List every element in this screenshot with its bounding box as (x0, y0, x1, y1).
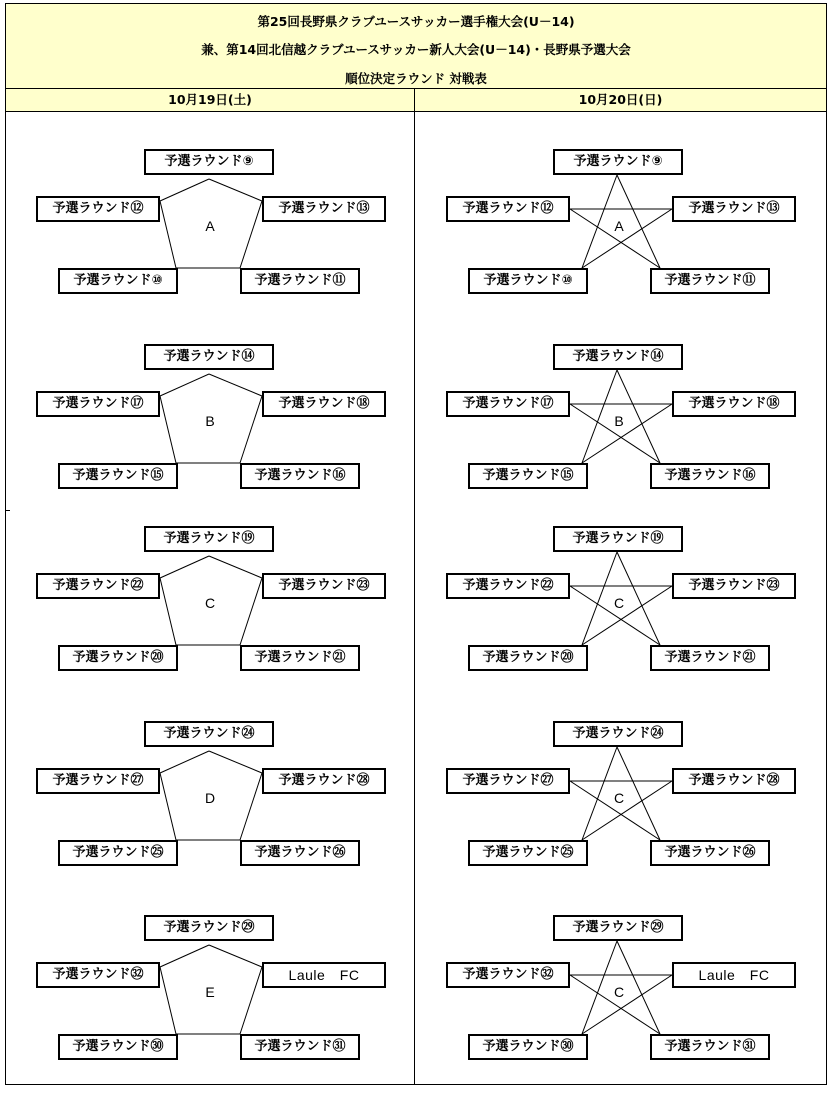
team-box-right: 予選ラウンド㉓ (672, 573, 796, 599)
group-label: C (613, 595, 625, 611)
team-box-left: 予選ラウンド㉒ (36, 573, 160, 599)
team-box-left: 予選ラウンド㉗ (446, 768, 570, 794)
group-label: B (205, 413, 215, 429)
team-box-right: Laule FC (672, 962, 796, 988)
team-box-bottom-right: 予選ラウンド⑯ (650, 463, 770, 489)
group-label: E (205, 984, 215, 1000)
team-box-right: 予選ラウンド⑬ (262, 196, 386, 222)
pentagon-edge (209, 751, 262, 773)
pentagon-edge (209, 179, 262, 201)
team-box-bottom-right: 予選ラウンド㉛ (650, 1034, 770, 1060)
team-box-top: 予選ラウンド⑲ (553, 526, 683, 552)
pentagon-edge (160, 773, 176, 840)
title-line-3: 順位決定ラウンド 対戦表 (345, 71, 487, 86)
team-box-top: 予選ラウンド㉔ (144, 721, 274, 747)
team-box-top: 予選ラウンド⑲ (144, 526, 274, 552)
pentagon-edge (160, 967, 176, 1034)
team-box-top: 予選ラウンド⑭ (553, 344, 683, 370)
team-box-bottom-left: 予選ラウンド⑮ (58, 463, 178, 489)
team-box-bottom-left: 予選ラウンド㉕ (468, 840, 588, 866)
pentagon-edge (209, 945, 262, 967)
team-box-left: 予選ラウンド⑰ (446, 391, 570, 417)
group-label: D (204, 790, 216, 806)
pentagon-edge (160, 751, 209, 773)
team-box-right: 予選ラウンド⑱ (672, 391, 796, 417)
team-box-bottom-left: 予選ラウンド㉕ (58, 840, 178, 866)
team-box-bottom-left: 予選ラウンド⑳ (468, 645, 588, 671)
team-box-right: 予選ラウンド㉘ (672, 768, 796, 794)
team-box-top: 予選ラウンド㉙ (144, 915, 274, 941)
team-box-bottom-right: 予選ラウンド㉖ (650, 840, 770, 866)
team-box-right: 予選ラウンド⑱ (262, 391, 386, 417)
team-box-bottom-left: 予選ラウンド⑮ (468, 463, 588, 489)
pentagon-edge (240, 773, 262, 840)
team-box-bottom-right: 予選ラウンド⑪ (240, 268, 360, 294)
group-label: C (613, 790, 625, 806)
team-box-left: 予選ラウンド㉜ (36, 962, 160, 988)
team-box-bottom-left: 予選ラウンド⑳ (58, 645, 178, 671)
team-box-bottom-right: 予選ラウンド㉛ (240, 1034, 360, 1060)
team-box-top: 予選ラウンド⑨ (553, 149, 683, 175)
group-label: C (204, 595, 216, 611)
team-box-left: 予選ラウンド㉜ (446, 962, 570, 988)
team-box-top: 予選ラウンド⑨ (144, 149, 274, 175)
team-box-bottom-left: 予選ラウンド⑩ (468, 268, 588, 294)
pentagon-edge (160, 578, 176, 645)
team-box-bottom-right: 予選ラウンド㉖ (240, 840, 360, 866)
pentagon-edge (240, 578, 262, 645)
pentagon-edge (209, 374, 262, 396)
team-box-left: 予選ラウンド⑰ (36, 391, 160, 417)
day1-header: 10月19日(土) (6, 89, 415, 112)
pentagon-edge (240, 201, 262, 268)
team-box-right: 予選ラウンド⑬ (672, 196, 796, 222)
team-box-bottom-right: 予選ラウンド㉑ (240, 645, 360, 671)
pentagon-edge (240, 967, 262, 1034)
title-line-2: 兼、第14回北信越クラブユースサッカー新人大会(U－14)・長野県予選大会 (201, 42, 631, 57)
team-box-left: 予選ラウンド㉗ (36, 768, 160, 794)
title-line-1: 第25回長野県クラブユースサッカー選手権大会(U－14) (257, 14, 575, 29)
team-box-bottom-right: 予選ラウンド⑪ (650, 268, 770, 294)
team-box-left: 予選ラウンド⑫ (446, 196, 570, 222)
day2-header: 10月20日(日) (415, 89, 826, 112)
team-box-bottom-right: 予選ラウンド⑯ (240, 463, 360, 489)
team-box-bottom-right: 予選ラウンド㉑ (650, 645, 770, 671)
pentagon-edge (160, 201, 176, 268)
team-box-bottom-left: 予選ラウンド㉚ (58, 1034, 178, 1060)
match-lines (6, 4, 826, 1084)
pentagon-edge (160, 396, 176, 463)
pentagon-edge (160, 945, 209, 967)
team-box-right: 予選ラウンド㉓ (262, 573, 386, 599)
pentagon-edge (160, 179, 209, 201)
team-box-right: 予選ラウンド㉘ (262, 768, 386, 794)
team-box-top: 予選ラウンド㉔ (553, 721, 683, 747)
team-box-left: 予選ラウンド⑫ (36, 196, 160, 222)
team-box-top: 予選ラウンド⑭ (144, 344, 274, 370)
group-label: A (205, 218, 215, 234)
team-box-top: 予選ラウンド㉙ (553, 915, 683, 941)
group-label: B (614, 413, 624, 429)
team-box-left: 予選ラウンド㉒ (446, 573, 570, 599)
pentagon-edge (160, 374, 209, 396)
bracket-sheet (5, 3, 827, 1085)
pentagon-edge (209, 556, 262, 578)
group-label: C (613, 984, 625, 1000)
team-box-bottom-left: 予選ラウンド㉚ (468, 1034, 588, 1060)
pentagon-edge (240, 396, 262, 463)
team-box-right: Laule FC (262, 962, 386, 988)
group-label: A (614, 218, 624, 234)
team-box-bottom-left: 予選ラウンド⑩ (58, 268, 178, 294)
pentagon-edge (160, 556, 209, 578)
